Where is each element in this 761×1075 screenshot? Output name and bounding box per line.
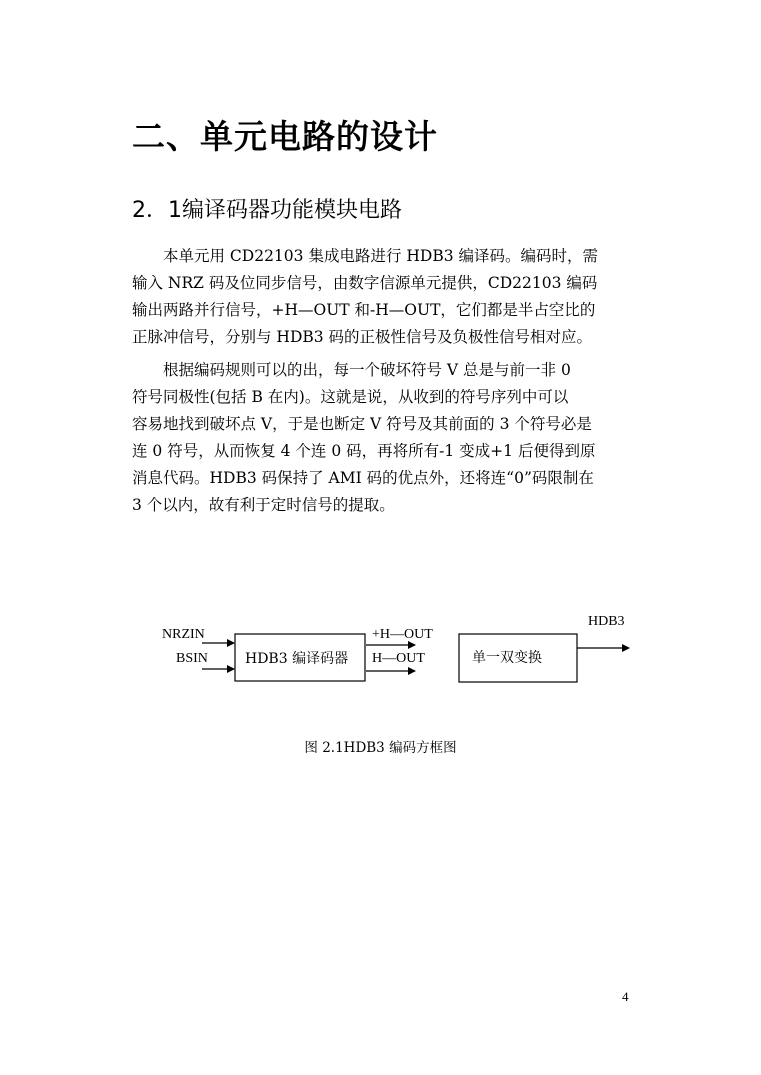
output-label-minus: H—OUT [372,651,425,666]
figure-caption: 图 2.1HDB3 编码方框图 [304,740,457,756]
paragraph-line: 连 0 符号，从而恢复 4 个连 0 码，再将所有-1 变成+1 后便得到原 [132,442,596,460]
input-label-nrzin: NRZIN [162,627,205,642]
paragraph-decoding-rules [132,357,632,519]
page-number: 4 [622,989,629,1004]
block-diagram [0,600,761,700]
paragraph-line: 3 个以内，故有利于定时信号的提取。 [132,496,395,514]
paragraph-encoding-intro [132,243,632,351]
paragraph-line: 输出两路并行信号，+H—OUT 和-H—OUT，它们都是半占空比的 [132,301,596,319]
encoder-block-label: HDB3 编译码器 [245,651,349,667]
section-heading: 二、单元电路的设计 [132,117,438,156]
output-label-plus: +H—OUT [372,627,433,642]
paragraph-line: 本单元用 CD22103 集成电路进行 HDB3 编译码。编码时，需 [163,247,599,265]
paragraph-line: 容易地找到破坏点 V，于是也断定 V 符号及其前面的 3 个符号必是 [132,415,592,433]
output-label-hdb3: HDB3 [588,614,625,629]
paragraph-line: 消息代码。HDB3 码保持了 AMI 码的优点外，还将连“0”码限制在 [132,469,594,487]
converter-block-label: 单一双变换 [472,650,542,666]
paragraph-line: 符号同极性(包括 B 在内)。这就是说，从收到的符号序列中可以 [132,388,569,406]
input-label-bsin: BSIN [176,651,208,666]
paragraph-line: 根据编码规则可以的出，每一个破坏符号 V 总是与前一非 0 [163,361,571,379]
subsection-heading: 2．1编译码器功能模块电路 [132,198,402,223]
paragraph-line: 正脉冲信号，分别与 HDB3 码的正极性信号及负极性信号相对应。 [132,328,593,346]
paragraph-line: 输入 NRZ 码及位同步信号，由数字信源单元提供，CD22103 编码 [132,274,598,292]
